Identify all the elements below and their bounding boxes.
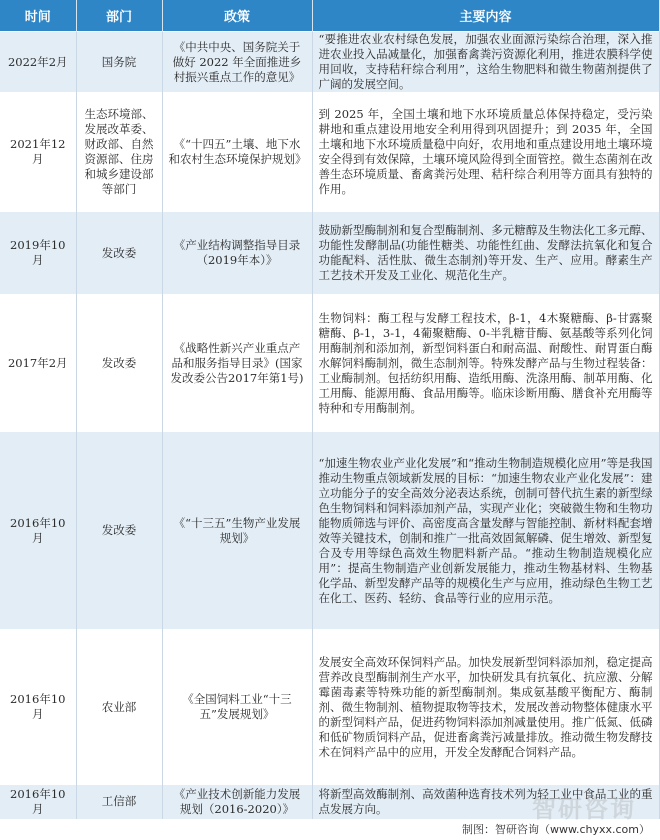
cell-time: 2016年10月 [0,432,76,630]
table-row [0,93,659,212]
header-content: 主要内容 [312,0,659,32]
table-row [0,32,659,93]
cell-content: 将新型高效酶制剂、高效菌种选育技术列为轻工业中食品工业的重点发展方向。 [312,785,659,819]
cell-content: 发展安全高效环保饲料产品。加快发展新型饲料添加剂，稳定提高营养改良型酶制剂生产水平，加快研发具有抗氧化、抗应激、分解霉菌毒素等特殊功能的新型酶制剂。集成氨基酸平衡配方、酶制剂、微生物制剂、植物提取物等技术，发展改善动物整体健康水平的新型饲料产品，促进药物饲料添加剂减量使用。推广低氮、低磷和低矿物质饲料产品，促进畜禽粪污减量排放。推动微生物发酵技术在饲料产品中的应用，开发全发酵配合饲料产品。 [312,630,659,785]
cell-time: 2019年10月 [0,212,76,295]
cell-policy: 《产业技术创新能力发展规划（2016-2020）》 [162,785,312,819]
cell-policy: 《战略性新兴产业重点产品和服务指导目录》(国家发改委公告2017年第1号) [162,295,312,432]
table-row [0,785,659,819]
header-policy: 政策 [162,0,312,32]
table-row [0,630,659,785]
cell-policy: 《“十三五”生物产业发展规划》 [162,432,312,630]
cell-department: 农业部 [76,630,162,785]
cell-policy: 《中共中央、国务院关于做好 2022 年全面推进乡村振兴重点工作的意见》 [162,32,312,93]
cell-department: 生态环境部、发展改革委、财政部、自然资源部、住房和城乡建设部等部门 [76,93,162,212]
cell-content: “要推进农业农村绿色发展，加强农业面源污染综合治理，深入推进农业投入品减量化，加强畜禽粪污资源化利用，推进农膜科学使用回收，支持秸秆综合利用”，这给生物肥料和微生物菌剂提供了广阔的发展空间。 [312,32,659,93]
cell-department: 发改委 [76,432,162,630]
cell-time: 2022年2月 [0,32,76,93]
cell-time: 2017年2月 [0,295,76,432]
cell-time: 2016年10月 [0,785,76,819]
cell-content: 生物饲料：酶工程与发酵工程技术，β-1，4木聚糖酶、β-甘露聚糖酶、β-1，3-1，4葡聚糖酶、0-半乳糖苷酶、氨基酸等系列化饲用酶制剂和添加剂，新型饲料蛋白和耐高温、耐酸性、耐胃蛋白酶水解饲料酶制剂，微生态制剂等。特殊发酵产品与生物过程装备：工业酶制剂。包括纺织用酶、造纸用酶、洗涤用酶、制革用酶、化工用酶、能源用酶、食品用酶等。临床诊断用酶、膳食补充用酶等特种和专用酶制剂。 [312,295,659,432]
header-department: 部门 [76,0,162,32]
cell-department: 工信部 [76,785,162,819]
cell-content: “加速生物农业产业化发展”和“推动生物制造规模化应用”等是我国推动生物重点领域新发展的目标：“加速生物农业产业化发展”：建立功能分子的安全高效分泌表达系统，创制可替代抗生素的新型绿色生物饲料和饲料添加剂产品，实现产业化；突破微生物和生物功能物质筛选与评价、高密度高含量发酵与智能控制、新材料配套增效等关键技术，创制和推广一批高效固氮解磷、促生增效、新型复合及专用等绿色高效生物肥料新产品。“推动生物制造规模化应用”：提高生物制造产业创新发展能力，推动生物基材料、生物基化学品、新型发酵产品等的规模化生产与应用，推动绿色生物工艺在化工、医药、轻纺、食品等行业的应用示范。 [312,432,659,630]
cell-policy: 《产业结构调整指导目录（2019年本）》 [162,212,312,295]
cell-department: 发改委 [76,295,162,432]
source-credit: 制图：智研咨询（www.chyxx.com） [461,823,650,836]
table-row [0,432,659,630]
watermark-logo: 智研咨询 [532,795,636,823]
header-time: 时间 [0,0,76,32]
cell-department: 国务院 [76,32,162,93]
table-header-row [0,0,659,32]
cell-policy: 《全国饲料工业“十三五”发展规划》 [162,630,312,785]
cell-department: 发改委 [76,212,162,295]
cell-time: 2016年10月 [0,630,76,785]
table-row [0,212,659,295]
cell-content: 鼓励新型酶制剂和复合型酶制剂、多元糖醇及生物法化工多元醇、功能性发酵制品(功能性糖类、功能性红曲、发酵法抗氧化和复合功能配料、活性肽、微生态制剂)等开发、生产、应用。酵素生产工艺技术开发及工业化、规范化生产。 [312,212,659,295]
cell-time: 2021年12月 [0,93,76,212]
table-row [0,295,659,432]
cell-policy: 《“十四五”土壤、地下水和农村生态环境保护规划》 [162,93,312,212]
cell-content: 到 2025 年，全国土壤和地下水环境质量总体保持稳定，受污染耕地和重点建设用地安全利用得到巩固提升；到 2035 年，全国土壤和地下水环境质量稳中向好，农用地和重点建设用地土壤环境安全得到有效保障，土壤环境风险得到全面管控。微生态菌剂在改善生态环境质量、畜禽粪污处理、秸秆综合利用等方面具有独特的作用。 [312,93,659,212]
